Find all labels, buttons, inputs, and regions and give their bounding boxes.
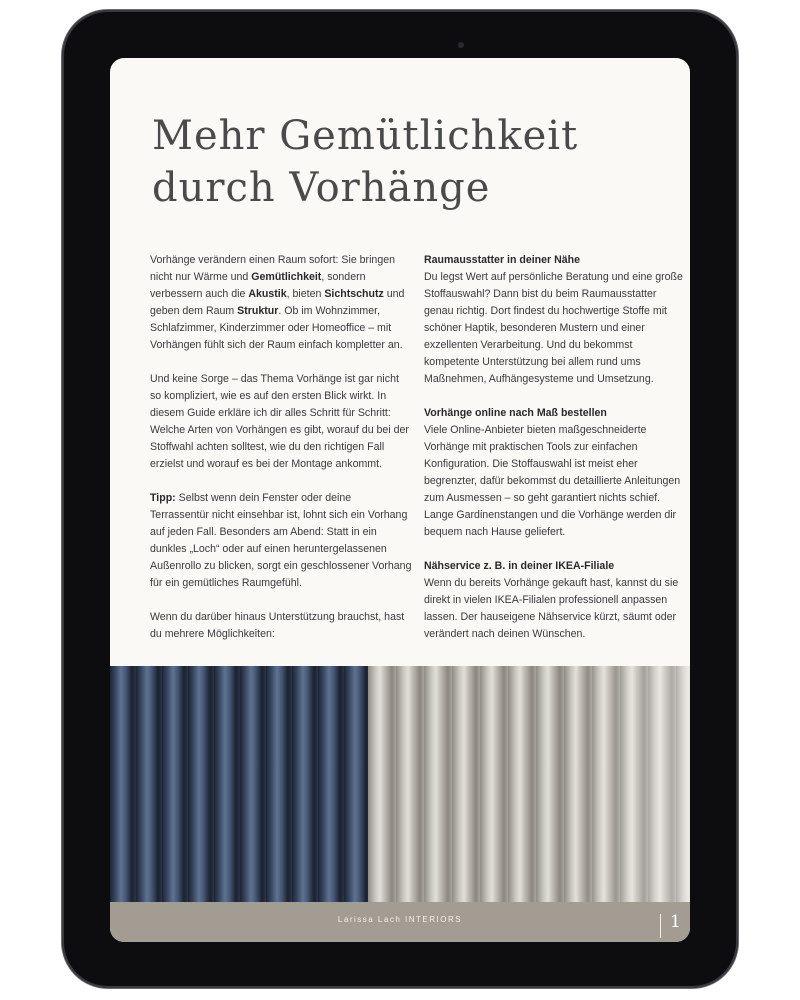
section-text: Viele Online-Anbieter bieten maßgeschneiderte Vorhänge mit praktischen Tools zur einfachen Konfiguration. Die Stoffauswahl ist meist eher begrenzter, dafür bekommst du detaillierte Anleitungen zum Ausmessen – so geht garantiert nichts schief. Lange Gardinenstangen und die Vorhänge werden dir bequem nach Hause geliefert. [424, 424, 681, 538]
intro-paragraph [150, 252, 412, 354]
section-online [424, 405, 686, 541]
title-line-2: durch Vorhänge [152, 165, 491, 211]
bold-akustik: Akustik [248, 288, 287, 300]
camera-dot [458, 42, 464, 48]
document-page[interactable] [110, 58, 690, 942]
bold-struktur: Struktur [237, 305, 279, 317]
guide-paragraph: Und keine Sorge – das Thema Vorhänge ist gar nicht so kompliziert, wie es auf den ersten Blick wirkt. In diesem Guide erkläre ich dir alles Schritt für Schritt: Welche Arten von Vorhängen es gibt, worauf du bei der Stoffwahl achten solltest, wie du den richtigen Fall erzielst und worauf es bei der Montage ankommt. [150, 373, 409, 470]
page-title [152, 110, 578, 214]
left-column [150, 252, 412, 660]
tip-text: Selbst wenn dein Fenster oder deine Terrassentür nicht einsehbar ist, lohnt sich ein Vorhang auf jeden Fall. Besonders am Abend: Statt in ein dunkles „Loch“ oder auf einen heruntergelassenen Außenrollo zu blicken, sorgt ein geschlossener Vorhang für ein gemütliches Raumgefühl. [150, 492, 412, 589]
footer-brand: Larissa Lach INTERIORS [337, 915, 463, 924]
tip-paragraph [150, 490, 412, 592]
curtain-photo [110, 666, 690, 902]
bold-gemuetlichkeit: Gemütlichkeit [251, 271, 322, 283]
page-footer [110, 902, 690, 942]
page-number: 1 [670, 912, 681, 932]
section-raumausstatter [424, 252, 686, 388]
section-text: Du legst Wert auf persönliche Beratung und eine große Stoffauswahl? Dann bist du beim Raumausstatter genau richtig. Dort findest du hochwertige Stoffe mit schöner Haptik, besonderen Mustern und einer exzellenten Verarbeitung. Und du bekommst kompetente Unterstützung bei allem rund ums Maßnehmen, Aufhängesysteme und Umsetzung. [424, 271, 683, 385]
right-column [424, 252, 686, 660]
intro-text-5: . Ob im Wohnzimmer, Schlafzimmer, Kinderzimmer oder Homeoffice – mit Vorhängen fühlt sich der Raum einfach kompletter an. [150, 305, 403, 351]
section-heading: Vorhänge online nach Maß bestellen [424, 407, 607, 419]
light-fade [570, 666, 690, 902]
section-naehservice [424, 558, 686, 643]
intro-text-4: und geben dem Raum [150, 288, 405, 317]
intro-text-1: Vorhänge verändern einen Raum sofort: Sie bringen nicht nur Wärme und [150, 254, 395, 283]
title-line-1: Mehr Gemütlichkeit [152, 113, 579, 159]
support-paragraph: Wenn du darüber hinaus Unterstützung brauchst, hast du mehrere Möglichkeiten: [150, 611, 405, 640]
section-heading: Nähservice z. B. in deiner IKEA-Filiale [424, 560, 615, 572]
bold-sichtschutz: Sichtschutz [324, 288, 384, 300]
section-text: Wenn du bereits Vorhänge gekauft hast, kannst du sie direkt in vielen IKEA-Filialen professionell anpassen lassen. Der hauseigene Nähservice kürzt, säumt oder verändert nach deinen Wünschen. [424, 577, 679, 640]
intro-text-3: , bieten [286, 288, 325, 300]
blue-curtain-panel [110, 666, 368, 902]
tip-label: Tipp: [150, 492, 176, 504]
footer-divider [660, 914, 661, 938]
section-heading: Raumausstatter in deiner Nähe [424, 254, 581, 266]
intro-text-2: , sondern verbessern auch die [150, 271, 366, 300]
